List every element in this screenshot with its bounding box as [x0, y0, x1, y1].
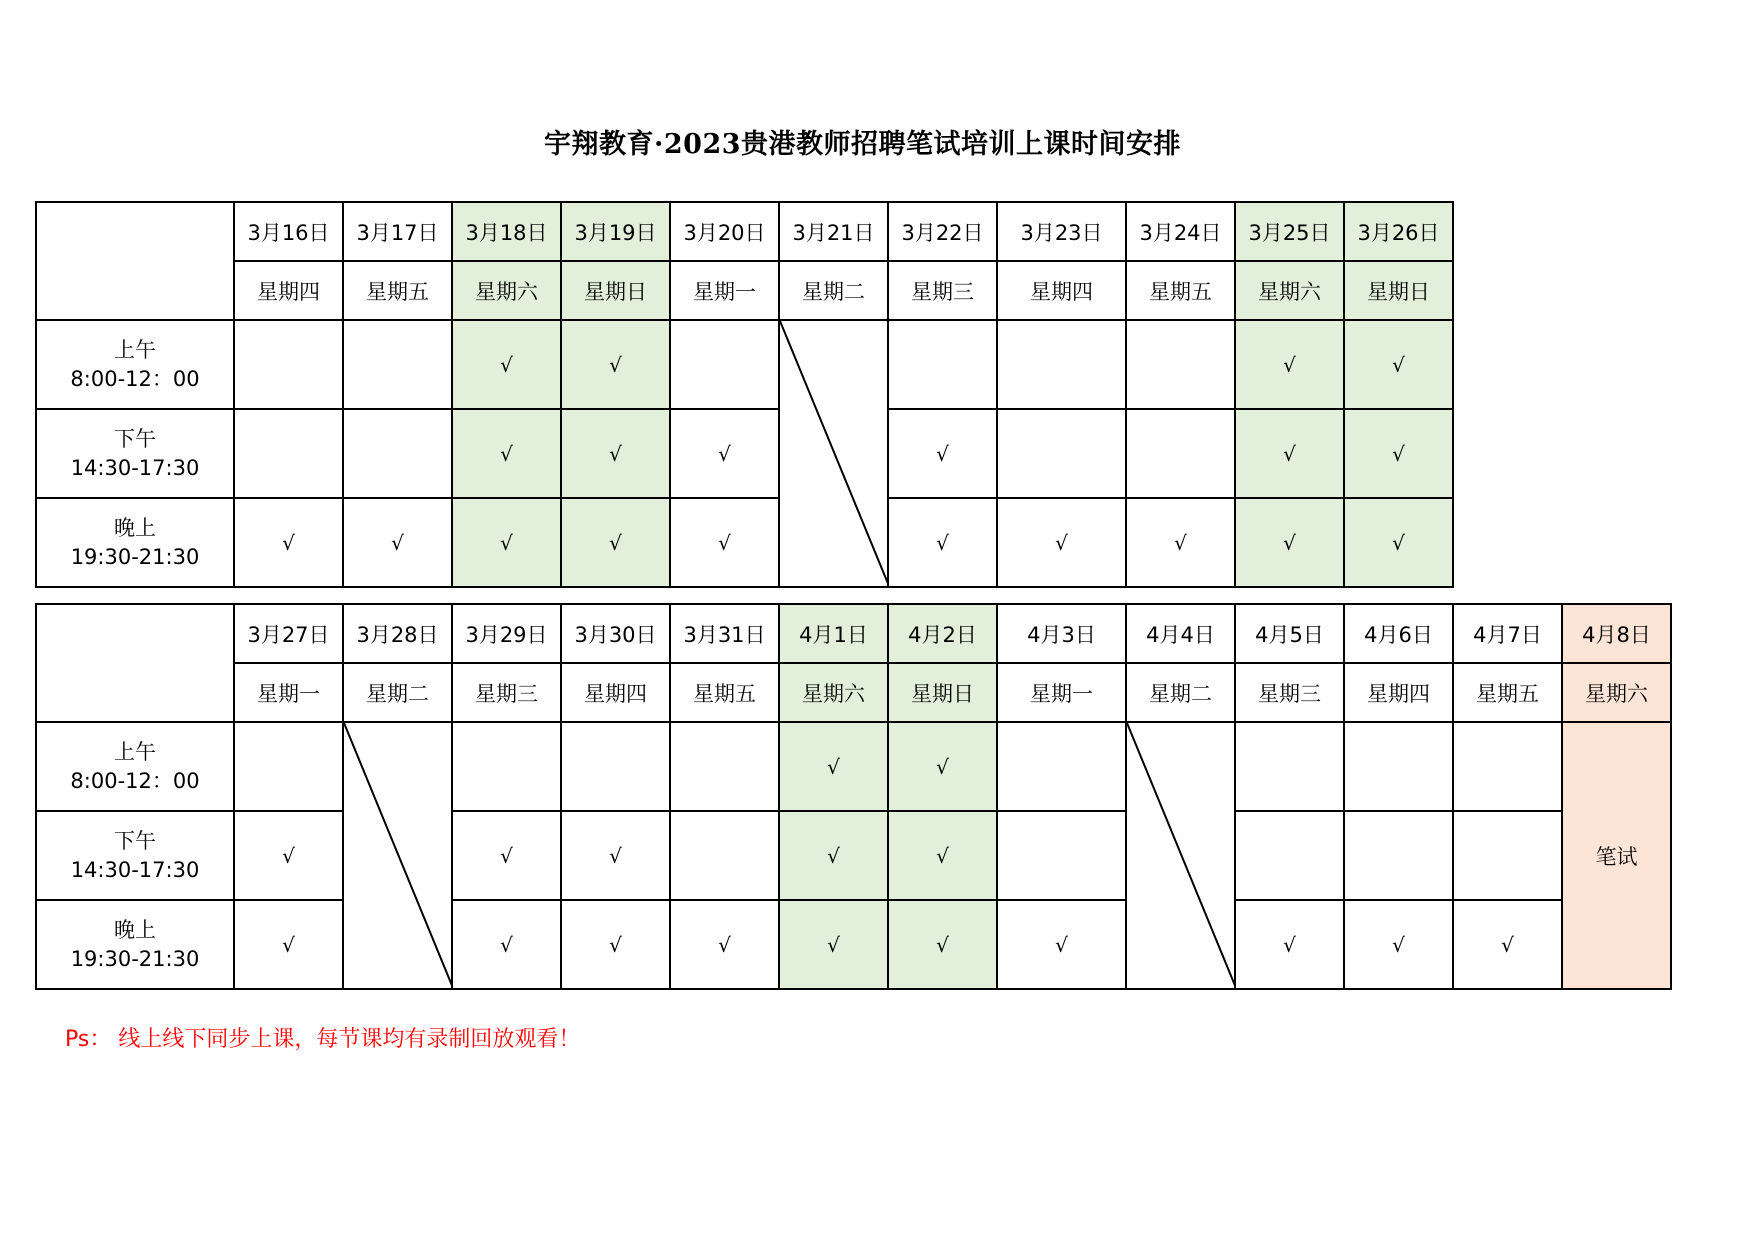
empty-cell [234, 320, 343, 409]
empty-cell [997, 320, 1126, 409]
date-cell: 3月27日 [234, 604, 343, 663]
check-icon: √ [609, 843, 622, 868]
check-icon: √ [827, 754, 840, 779]
check-cell [779, 811, 888, 900]
corner-cell [36, 604, 234, 722]
check-icon: √ [1501, 932, 1514, 957]
weekday-cell: 星期四 [561, 663, 670, 722]
check-icon: √ [1055, 932, 1068, 957]
weekday-cell: 星期三 [452, 663, 561, 722]
slot-name: 下午 [114, 828, 156, 853]
check-icon: √ [936, 754, 949, 779]
check-icon: √ [1283, 932, 1296, 957]
check-cell [452, 811, 561, 900]
no-class-cell [779, 320, 888, 587]
check-icon: √ [609, 530, 622, 555]
slot-name: 晚上 [114, 515, 156, 540]
check-icon: √ [718, 530, 731, 555]
date-cell: 4月8日 [1562, 604, 1671, 663]
date-cell: 3月24日 [1126, 202, 1235, 261]
check-cell [343, 498, 452, 587]
check-cell [1453, 900, 1562, 989]
check-cell [561, 409, 670, 498]
weekday-cell: 星期一 [234, 663, 343, 722]
weekday-cell: 星期日 [888, 663, 997, 722]
empty-cell [1235, 811, 1344, 900]
check-cell [1235, 320, 1344, 409]
check-icon: √ [609, 352, 622, 377]
slot-name: 下午 [114, 426, 156, 451]
empty-cell [452, 722, 561, 811]
slot-row [36, 320, 1453, 409]
date-cell: 4月7日 [1453, 604, 1562, 663]
check-cell [888, 498, 997, 587]
slot-time: 19:30-21:30 [70, 946, 200, 971]
weekday-cell: 星期四 [997, 261, 1126, 320]
date-cell: 4月2日 [888, 604, 997, 663]
check-cell [561, 320, 670, 409]
check-cell [452, 498, 561, 587]
check-icon: √ [936, 843, 949, 868]
schedule-table-2 [35, 603, 1672, 990]
note-text: Ps： 线上线下同步上课，每节课均有录制回放观看！ [65, 1027, 581, 1052]
date-header-row [36, 202, 1453, 261]
date-cell: 3月31日 [670, 604, 779, 663]
date-cell: 3月28日 [343, 604, 452, 663]
slot-time: 14:30-17:30 [70, 455, 200, 480]
date-cell: 3月23日 [997, 202, 1126, 261]
check-cell [1126, 498, 1235, 587]
check-icon: √ [500, 843, 513, 868]
check-icon: √ [718, 441, 731, 466]
date-header-row [36, 604, 1671, 663]
check-cell [1344, 900, 1453, 989]
weekday-cell: 星期五 [670, 663, 779, 722]
check-icon: √ [500, 530, 513, 555]
slot-name: 上午 [114, 337, 156, 362]
slot-time: 19:30-21:30 [70, 544, 200, 569]
no-class-cell [343, 722, 452, 989]
empty-cell [1126, 320, 1235, 409]
slot-name: 晚上 [114, 917, 156, 942]
weekday-cell: 星期日 [561, 261, 670, 320]
empty-cell [1344, 722, 1453, 811]
check-icon: √ [500, 352, 513, 377]
weekday-cell: 星期一 [670, 261, 779, 320]
date-cell: 3月18日 [452, 202, 561, 261]
check-icon: √ [1055, 530, 1068, 555]
check-icon: √ [609, 932, 622, 957]
slot-row [36, 498, 1453, 587]
check-icon: √ [1392, 530, 1405, 555]
check-cell [234, 811, 343, 900]
check-cell [779, 900, 888, 989]
slot-row [36, 811, 1671, 900]
check-icon: √ [282, 843, 295, 868]
weekday-cell: 星期五 [1453, 663, 1562, 722]
no-class-cell [1126, 722, 1235, 989]
check-cell [452, 409, 561, 498]
check-cell [670, 409, 779, 498]
slot-row [36, 900, 1671, 989]
date-cell: 3月26日 [1344, 202, 1453, 261]
weekday-cell: 星期二 [779, 261, 888, 320]
check-cell [561, 811, 670, 900]
slot-label-cell [36, 409, 234, 498]
weekday-cell: 星期二 [1126, 663, 1235, 722]
empty-cell [1126, 409, 1235, 498]
check-cell [1235, 498, 1344, 587]
date-cell: 4月1日 [779, 604, 888, 663]
check-cell [452, 320, 561, 409]
empty-cell [1344, 811, 1453, 900]
weekday-cell: 星期三 [1235, 663, 1344, 722]
date-cell: 3月21日 [779, 202, 888, 261]
empty-cell [670, 320, 779, 409]
empty-cell [997, 409, 1126, 498]
empty-cell [234, 722, 343, 811]
check-icon: √ [1283, 441, 1296, 466]
weekday-header-row [36, 261, 1453, 320]
empty-cell [1453, 811, 1562, 900]
check-icon: √ [1392, 441, 1405, 466]
slot-time: 8:00-12：00 [70, 768, 200, 793]
check-cell [888, 409, 997, 498]
weekday-cell: 星期四 [234, 261, 343, 320]
empty-cell [343, 320, 452, 409]
exam-cell: 笔试 [1562, 722, 1671, 989]
date-cell: 4月5日 [1235, 604, 1344, 663]
slot-label-cell [36, 900, 234, 989]
weekday-cell: 星期六 [1562, 663, 1671, 722]
diagonal-slash [344, 723, 452, 988]
check-icon: √ [718, 932, 731, 957]
check-cell [452, 900, 561, 989]
weekday-cell: 星期四 [1344, 663, 1453, 722]
check-cell [1235, 409, 1344, 498]
empty-cell [1453, 722, 1562, 811]
slot-time: 8:00-12：00 [70, 366, 200, 391]
diagonal-slash [780, 321, 888, 586]
check-cell [561, 498, 670, 587]
empty-cell [234, 409, 343, 498]
check-icon: √ [1283, 352, 1296, 377]
empty-cell [997, 722, 1126, 811]
weekday-cell: 星期二 [343, 663, 452, 722]
check-icon: √ [827, 843, 840, 868]
date-cell: 3月16日 [234, 202, 343, 261]
date-cell: 4月6日 [1344, 604, 1453, 663]
weekday-cell: 星期三 [888, 261, 997, 320]
slot-time: 14:30-17:30 [70, 857, 200, 882]
check-cell [670, 498, 779, 587]
weekday-cell: 星期五 [343, 261, 452, 320]
check-cell [1344, 320, 1453, 409]
slot-label-cell [36, 320, 234, 409]
check-icon: √ [1283, 530, 1296, 555]
empty-cell [670, 811, 779, 900]
check-cell [561, 900, 670, 989]
weekday-cell: 星期五 [1126, 261, 1235, 320]
weekday-cell: 星期六 [452, 261, 561, 320]
weekday-cell: 星期六 [779, 663, 888, 722]
check-cell [234, 900, 343, 989]
date-cell: 3月20日 [670, 202, 779, 261]
slot-label-cell [36, 811, 234, 900]
date-cell: 3月30日 [561, 604, 670, 663]
check-cell [888, 811, 997, 900]
check-cell [888, 722, 997, 811]
slot-row [36, 409, 1453, 498]
check-icon: √ [282, 932, 295, 957]
check-cell [888, 900, 997, 989]
check-icon: √ [500, 441, 513, 466]
weekday-header-row [36, 663, 1671, 722]
check-icon: √ [936, 530, 949, 555]
slot-row [36, 722, 1671, 811]
check-cell [234, 498, 343, 587]
slot-label-cell [36, 722, 234, 811]
date-cell: 4月4日 [1126, 604, 1235, 663]
check-icon: √ [1174, 530, 1187, 555]
diagonal-slash [1127, 723, 1235, 988]
weekday-cell: 星期六 [1235, 261, 1344, 320]
empty-cell [1235, 722, 1344, 811]
check-cell [997, 900, 1126, 989]
check-cell [1235, 900, 1344, 989]
date-cell: 3月19日 [561, 202, 670, 261]
date-cell: 4月3日 [997, 604, 1126, 663]
empty-cell [561, 722, 670, 811]
empty-cell [888, 320, 997, 409]
check-icon: √ [936, 441, 949, 466]
check-icon: √ [1392, 932, 1405, 957]
date-cell: 3月17日 [343, 202, 452, 261]
check-cell [779, 722, 888, 811]
empty-cell [997, 811, 1126, 900]
check-icon: √ [609, 441, 622, 466]
check-icon: √ [936, 932, 949, 957]
weekday-cell: 星期日 [1344, 261, 1453, 320]
empty-cell [343, 409, 452, 498]
date-cell: 3月29日 [452, 604, 561, 663]
schedule-table-1 [35, 201, 1454, 588]
weekday-cell: 星期一 [997, 663, 1126, 722]
corner-cell [36, 202, 234, 320]
slot-name: 上午 [114, 739, 156, 764]
check-icon: √ [500, 932, 513, 957]
check-icon: √ [391, 530, 404, 555]
check-icon: √ [1392, 352, 1405, 377]
check-icon: √ [282, 530, 295, 555]
page-title: 宇翔教育·2023贵港教师招聘笔试培训上课时间安排 [543, 129, 1182, 160]
check-cell [1344, 498, 1453, 587]
check-icon: √ [827, 932, 840, 957]
check-cell [997, 498, 1126, 587]
date-cell: 3月25日 [1235, 202, 1344, 261]
slot-label-cell [36, 498, 234, 587]
empty-cell [670, 722, 779, 811]
check-cell [670, 900, 779, 989]
date-cell: 3月22日 [888, 202, 997, 261]
check-cell [1344, 409, 1453, 498]
